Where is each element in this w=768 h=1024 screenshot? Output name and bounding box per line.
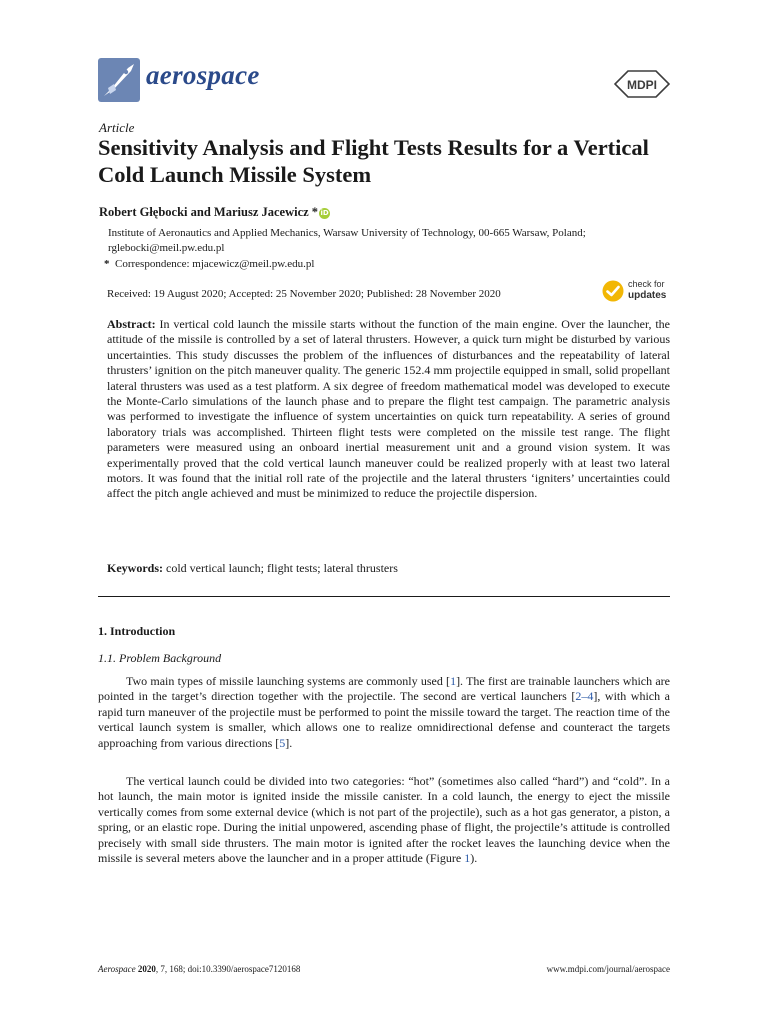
- paragraph-text: ]. The first are trainable launchers which are pointed in the target’s direction together with the projectile. The second are vertical launchers [: [98, 674, 671, 704]
- journal-name[interactable]: aerospace: [146, 60, 260, 90]
- publication-dates: Received: 19 August 2020; Accepted: 25 November 2020; Published: 28 November 2020: [107, 288, 501, 300]
- body-paragraph: [98, 674, 670, 751]
- paragraph-text: ].: [285, 735, 293, 750]
- paragraph-text: Two main types of missile launching systems are commonly used [: [126, 674, 451, 688]
- footer-journal: Aerospace: [98, 964, 136, 974]
- mdpi-logo[interactable]: [614, 70, 670, 98]
- keywords: [107, 561, 398, 576]
- correspondence-mark: *: [104, 258, 110, 270]
- footer-doi[interactable]: , 7, 168; doi:10.3390/aerospace7120168: [155, 964, 301, 974]
- check-for-updates-badge[interactable]: [602, 279, 676, 305]
- orcid-icon[interactable]: iD: [320, 209, 329, 217]
- journal-logo: [98, 58, 140, 102]
- citation-link[interactable]: 2–4: [575, 689, 594, 704]
- article-type: Article: [99, 120, 135, 135]
- affiliation: [108, 226, 678, 256]
- footer-year: 2020: [137, 964, 156, 974]
- keywords-text: cold vertical launch; flight tests; lateral thrusters: [166, 561, 398, 575]
- citation-link[interactable]: 1: [450, 674, 457, 688]
- abstract-text: In vertical cold launch the missile starts without the function of the main engine. Over the launcher, the attitude of the missile is controlled by a set of lateral thrusters. However, a quick turn might be disturbed by various uncertainties. This study discusses the problem of the influences of disturbances and the repeatability of lateral thrusters’ ignition on the pitch maneuver quality. The generic 152.4 mm projectile equipped in small, solid propellant lateral thrusters was used as a test platform. A six degree of freedom mathematical model was developed to execute the Monte-Carlo simulations of the launch phase and to prepare the flight test campaign. The parametric analysis was performed to investigate the influence of system uncertainties on quick turn repeatability. A series of ground laboratory trials was accomplished. Thirteen flight tests were completed on the missile test range. The flight parameters were measured using an onboard inertial measurement unit and a ground vision system. It was experimentally proved that the cold vertical launch maneuver could be realized properly with at least two lateral motors. It was found that the initial roll rate of the projectile and the lateral thrusters ‘igniters’ uncertainties could affect the pitch angle achieved and must be minimized to reduce the projectile dispersion.: [107, 317, 671, 501]
- citation-link[interactable]: 5: [279, 735, 286, 750]
- footer-url[interactable]: www.mdpi.com/journal/aerospace: [546, 964, 670, 974]
- subsection-heading: 1.1. Problem Background: [98, 651, 222, 665]
- author-list: [99, 205, 330, 220]
- correspondence-text[interactable]: Correspondence: mjacewicz@meil.pw.edu.pl: [115, 258, 315, 270]
- affiliation-email[interactable]: rglebocki@meil.pw.edu.pl: [108, 242, 225, 254]
- paragraph-text: The vertical launch could be divided into two categories: “hot” (sometimes also called “hard”) and “cold”. In a hot launch, the main motor is ignited inside the missile canister. In a cold launch, the energy to eject the missile vertically comes from some external device (which is not part of the projectile), such as a hot gas generator, a piston, a spring, or an elastic rope. During the initial unpowered, ascending phase of flight, the projectile’s attitude is controlled precisely with small side thrusters. The main motor is ignited after the rocket leaves the launching device when the missile is several meters above the launcher and in a proper attitude (Figure: [98, 774, 670, 866]
- section-heading: 1. Introduction: [98, 624, 176, 638]
- article-title: Sensitivity Analysis and Flight Tests Results for a Vertical Cold Launch Missile System: [98, 135, 649, 187]
- figure-link[interactable]: 1: [464, 851, 471, 866]
- paragraph-text: ], with which a rapid turn maneuver of the projectile must be performed to point the missile toward the target. The reaction time of the vertical launch system is smaller, which allows one to realize omnidirectional defense and counteract the targets approaching from various directions [: [98, 689, 670, 750]
- abstract: [107, 317, 670, 502]
- body-paragraph: [98, 774, 670, 866]
- author-names: Robert Głębocki and Mariusz Jacewicz *: [99, 205, 319, 219]
- abstract-label: Abstract:: [107, 317, 156, 331]
- check-updates-text: [628, 279, 666, 301]
- affiliation-line: Institute of Aeronautics and Applied Mechanics, Warsaw University of Technology, 00-665 Warsaw, Poland;: [108, 227, 586, 239]
- keywords-label: Keywords:: [107, 561, 163, 575]
- rocket-icon: [98, 58, 140, 102]
- check-updates-line1: check for: [628, 279, 665, 289]
- section-divider: [98, 596, 670, 597]
- correspondence: [104, 257, 674, 272]
- mdpi-logo-text: MDPI: [627, 78, 657, 92]
- check-updates-line2: updates: [628, 290, 667, 301]
- check-updates-icon: [602, 280, 624, 302]
- footer-citation: [98, 964, 300, 974]
- paragraph-text: ).: [470, 851, 478, 866]
